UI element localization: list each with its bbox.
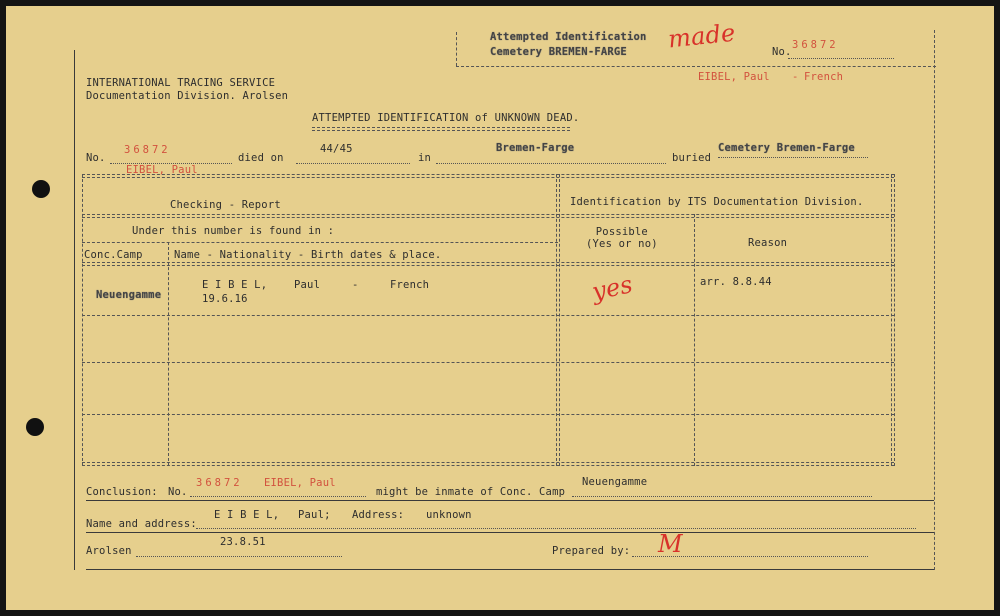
header-person-dash: -: [792, 71, 799, 83]
table-row1-camp: Neuengamme: [96, 289, 162, 301]
table-row1-possible: yes: [589, 270, 636, 306]
header-box-bottom-edge: [456, 66, 936, 67]
footer-signature: M: [658, 530, 683, 558]
table-col-possible: Possible (Yes or no): [586, 226, 658, 250]
table-bottom-border: [82, 462, 894, 466]
conclusion-no-label: No.: [168, 486, 188, 498]
record-no-value: 36872: [124, 144, 171, 156]
form-title-underline: [312, 127, 570, 131]
punch-hole-bottom: [26, 418, 44, 436]
table-row1-name: E I B E L,: [202, 279, 268, 291]
table-under-number: Under this number is found in :: [132, 225, 335, 237]
record-in-value: Bremen-Farge: [496, 142, 575, 154]
footer-place: Arolsen: [86, 545, 132, 557]
conclusion-rule: [86, 500, 934, 501]
table-row1-rule: [82, 315, 894, 316]
footer-prepared-label: Prepared by:: [552, 545, 631, 557]
table-right-edge: [891, 174, 895, 466]
table-col-camp: Conc.Camp: [84, 249, 143, 261]
table-left-edge: [82, 174, 83, 466]
header-no-value: 36872: [792, 39, 839, 51]
conclusion-no-dots: [190, 496, 366, 497]
table-col-camp-edge: [168, 242, 169, 466]
name-address-firstname: Paul;: [298, 509, 331, 521]
conclusion-camp-dots: [572, 496, 872, 497]
org-line2: Documentation Division. Arolsen: [86, 90, 289, 102]
table-row2-rule: [82, 362, 894, 363]
table-top-border: [82, 174, 894, 178]
name-address-label: Name and address:: [86, 518, 197, 530]
record-died-dots: [296, 163, 410, 164]
header-box-left-edge: [456, 32, 457, 66]
record-buried-value: Cemetery Bremen-Farge: [718, 142, 855, 154]
conclusion-camp: Neuengamme: [582, 476, 648, 488]
name-address-address-label: Address:: [352, 509, 405, 521]
header-box-line1: Attempted Identification: [490, 31, 647, 43]
header-no-dots: [788, 58, 894, 59]
table-header-rule: [82, 214, 894, 218]
table-subhead-rule: [82, 242, 558, 243]
footer-rule: [86, 569, 934, 570]
conclusion-no-value: 36872: [196, 477, 243, 489]
table-row1-reason: arr. 8.8.44: [700, 276, 772, 288]
record-name-under-no: EIBEL, Paul: [126, 164, 198, 176]
table-row1-firstname: Paul: [294, 279, 321, 291]
table-row3-rule: [82, 414, 894, 415]
table-checking-report: Checking - Report: [170, 199, 281, 211]
record-buried-dots: [718, 157, 868, 158]
card-right-edge-line: [934, 30, 935, 570]
index-card: [6, 6, 994, 610]
name-address-address-value: unknown: [426, 509, 472, 521]
table-col-name: Name - Nationality - Birth dates & place.: [174, 249, 442, 261]
name-address-name: E I B E L,: [214, 509, 280, 521]
header-person-nationality: French: [804, 71, 844, 83]
name-address-dots: [196, 528, 916, 529]
card-left-line: [74, 50, 75, 570]
header-person-name: EIBEL, Paul: [698, 71, 770, 83]
punch-hole-top: [32, 180, 50, 198]
record-no-label: No.: [86, 152, 106, 164]
table-col-reason: Reason: [748, 237, 788, 249]
form-title: ATTEMPTED IDENTIFICATION of UNKNOWN DEAD.: [312, 112, 580, 124]
record-died-on-label: died on: [238, 152, 284, 164]
record-in-dots: [436, 163, 666, 164]
header-box-line2: Cemetery BREMEN-FARGE: [490, 46, 627, 58]
conclusion-name: EIBEL, Paul: [264, 477, 336, 489]
org-line1: INTERNATIONAL TRACING SERVICE: [86, 77, 276, 89]
handwritten-made: made: [666, 18, 737, 54]
table-row1-nationality: French: [390, 279, 430, 291]
table-colhead-rule: [82, 262, 894, 266]
table-col-possible-edge: [694, 214, 695, 466]
table-row1-birth: 19.6.16: [202, 293, 248, 305]
table-identification-header: Identification by ITS Documentation Division.: [570, 196, 864, 208]
record-died-on-value: 44/45: [320, 143, 353, 155]
record-in-label: in: [418, 152, 432, 164]
table-row1-dash: -: [352, 279, 359, 291]
footer-date: 23.8.51: [220, 536, 266, 548]
conclusion-middle-text: might be inmate of Conc. Camp: [376, 486, 566, 498]
name-address-rule: [86, 532, 934, 533]
header-no-label: No.: [772, 46, 792, 58]
footer-place-dots: [136, 556, 342, 557]
table-divider-mid: [556, 174, 560, 466]
record-buried-label: buried: [672, 152, 712, 164]
conclusion-label: Conclusion:: [86, 486, 158, 498]
